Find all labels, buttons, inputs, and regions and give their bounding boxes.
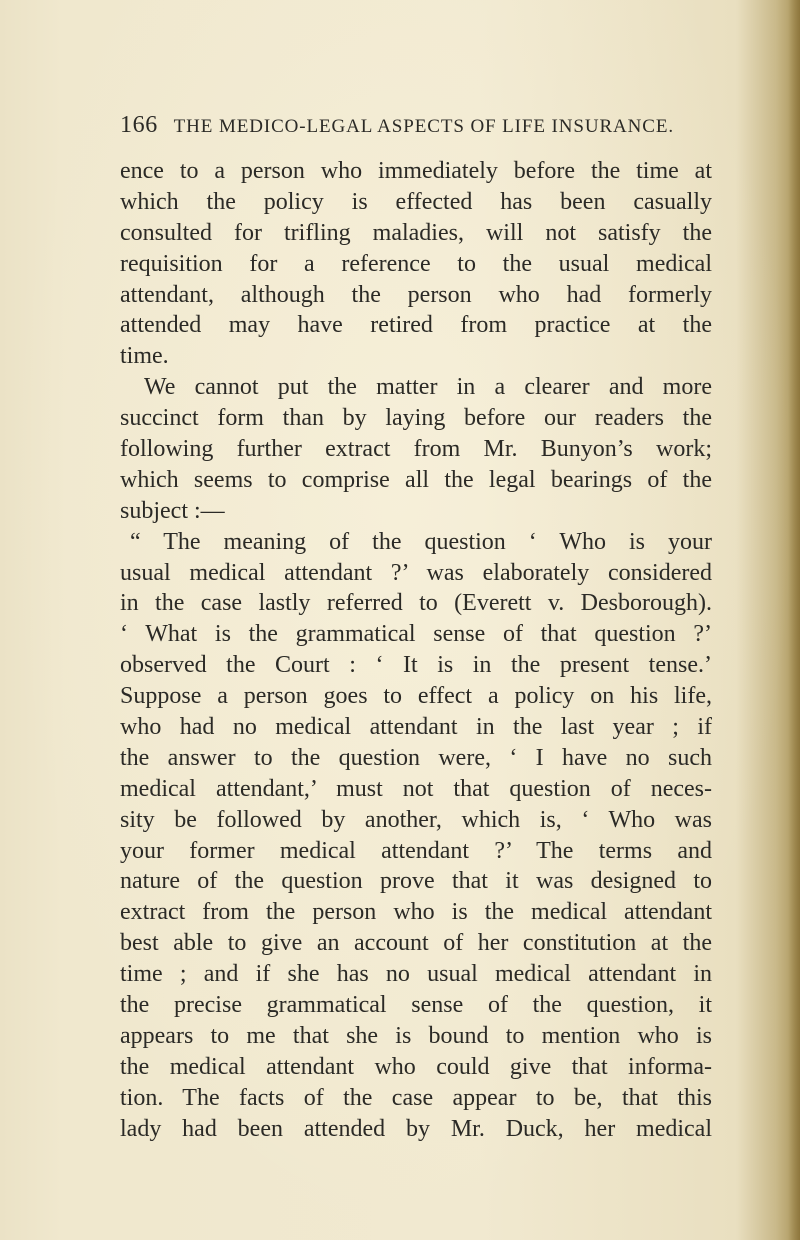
text-line: time ; and if she has no usual medical attendant in [120,961,712,988]
text-line: nature of the question prove that it was designed to [120,868,712,895]
text-line: attended may have retired from practice at the [120,312,712,339]
text-line: medical attendant,’ must not that question of neces- [120,775,712,802]
page-edge-shadow [788,0,800,1240]
text-line: succinct form than by laying before our readers the [120,405,712,432]
text-line: usual medical attendant ?’ was elaborately considered [120,559,712,586]
text-line: tion. The facts of the case appear to be, that this [120,1084,712,1111]
text-line: observed the Court : ‘ It is in the present tense.’ [120,652,712,679]
body-text [120,156,712,1145]
running-title: THE MEDICO-LEGAL ASPECTS OF LIFE INSURANCE. [173,116,675,137]
text-line: sity be followed by another, which is, ‘ Who was [120,806,712,833]
text-line: following further extract from Mr. Bunyon’s work; [120,436,712,463]
text-line: appears to me that she is bound to mention who is [120,1022,712,1049]
text-line: the answer to the question were, ‘ I have no such [120,744,712,771]
text-line: the precise grammatical sense of the question, it [120,992,712,1019]
running-header [120,112,720,139]
text-line: who had no medical attendant in the last year ; if [120,714,712,741]
text-line: your former medical attendant ?’ The terms and [120,837,712,864]
page-number: 166 [120,112,158,138]
text-line: requisition for a reference to the usual medical [120,250,712,277]
text-line: consulted for trifling maladies, will not satisfy the [120,219,712,246]
text-line: lady had been attended by Mr. Duck, her medical [120,1115,712,1142]
text-line: Suppose a person goes to effect a policy on his life, [120,683,712,710]
text-line: which the policy is effected has been casually [120,188,712,215]
text-line: We cannot put the matter in a clearer and more [144,374,712,401]
text-line: attendant, although the person who had formerly [120,281,712,308]
text-line: “ The meaning of the question ‘ Who is your [130,528,712,555]
text-line: the medical attendant who could give that informa- [120,1053,712,1080]
text-line: ence to a person who immediately before the time at [120,158,712,184]
text-line: best able to give an account of her constitution at the [120,930,712,957]
text-line: subject :— [120,497,225,524]
text-line: time. [120,343,169,370]
text-line: ‘ What is the grammatical sense of that question ?’ [120,621,712,648]
text-line: extract from the person who is the medical attendant [120,899,712,926]
text-line: in the case lastly referred to (Everett v. Desborough). [120,590,712,617]
text-line: which seems to comprise all the legal bearings of the [120,466,712,493]
